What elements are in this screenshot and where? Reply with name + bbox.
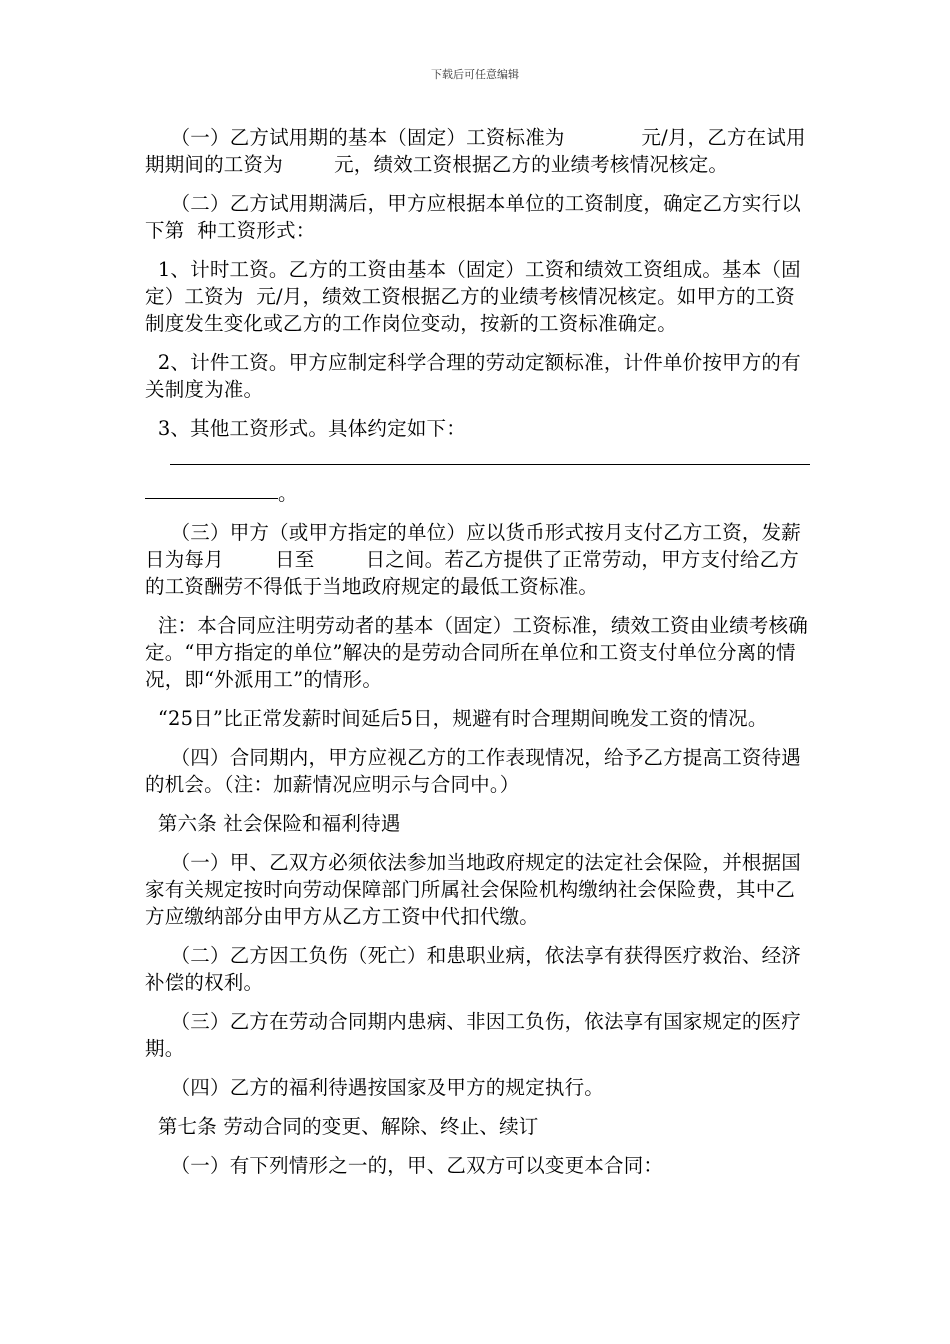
clause-5-2-wage-form: （二）乙方试用期满后，甲方应根据本单位的工资制度，确定乙方实行以下第 种工资形式： — [145, 192, 802, 242]
note-wage-standard: 注：本合同应注明劳动者的基本（固定）工资标准，绩效工资由业绩考核确定。“甲方指定的单位”解决的是劳动合同所在单位和工资支付单位分离的情况，即“外派用工”的情形。 — [145, 614, 808, 691]
item-1-time-wage: 1、计时工资。乙方的工资由基本（固定）工资和绩效工资组成。基本（固定）工资为 元/月，绩效工资根据乙方的业绩考核情况核定。如甲方的工资制度发生变化或乙方的工作岗位变动，按新的工资标准确定。 — [145, 258, 801, 335]
article-7-heading: 第七条 劳动合同的变更、解除、终止、续订 — [145, 1115, 539, 1138]
item-2-piece-wage: 2、计件工资。甲方应制定科学合理的劳动定额标准，计件单价按甲方的有关制度为准。 — [145, 351, 801, 401]
clause-5-1-probation-wage: （一）乙方试用期的基本（固定）工资标准为 元/月，乙方在试用期期间的工资为 元，绩效工资根据乙方的业绩考核情况核定。 — [145, 126, 806, 176]
item-3-other-wage: 3、其他工资形式。具体约定如下： — [145, 417, 466, 440]
clause-5-3-pay-date: （三）甲方（或甲方指定的单位）应以货币形式按月支付乙方工资，发薪日为每月 日至 日之间。若乙方提供了正常劳动，甲方支付给乙方的工资酬劳不得低于当地政府规定的最低工资标准。 — [145, 521, 802, 598]
page-header: 下载后可任意编辑 — [431, 68, 519, 81]
clause-6-3-medical-period: （三）乙方在劳动合同期内患病、非因工负伤，依法享有国家规定的医疗期。 — [145, 1010, 802, 1060]
document-body — [145, 124, 810, 1179]
blank-line-short: 。 — [145, 480, 810, 507]
clause-6-1-social-insurance: （一）甲、乙双方必须依法参加当地政府规定的法定社会保险，并根据国家有关规定按时向劳动保障部门所属社会保险机构缴纳社会保险费，其中乙方应缴纳部分由甲方从乙方工资中代扣代缴。 — [145, 851, 802, 928]
clause-6-2-work-injury: （二）乙方因工负伤（死亡）和患职业病，依法享有获得医疗救治、经济补偿的权利。 — [145, 944, 802, 994]
article-6-heading: 第六条 社会保险和福利待遇 — [145, 812, 401, 835]
note-payday: “25日”比正常发薪时间延后5日，规避有时合理期间晚发工资的情况。 — [145, 707, 768, 730]
clause-6-4-welfare: （四）乙方的福利待遇按国家及甲方的规定执行。 — [145, 1076, 605, 1099]
blank-line-long — [145, 464, 810, 480]
clause-7-1-change: （一）有下列情形之一的，甲、乙双方可以变更本合同： — [145, 1154, 664, 1177]
clause-5-4-raise: （四）合同期内，甲方应视乙方的工作表现情况，给予乙方提高工资待遇的机会。（注：加薪情况应明示与合同中。） — [145, 746, 802, 796]
